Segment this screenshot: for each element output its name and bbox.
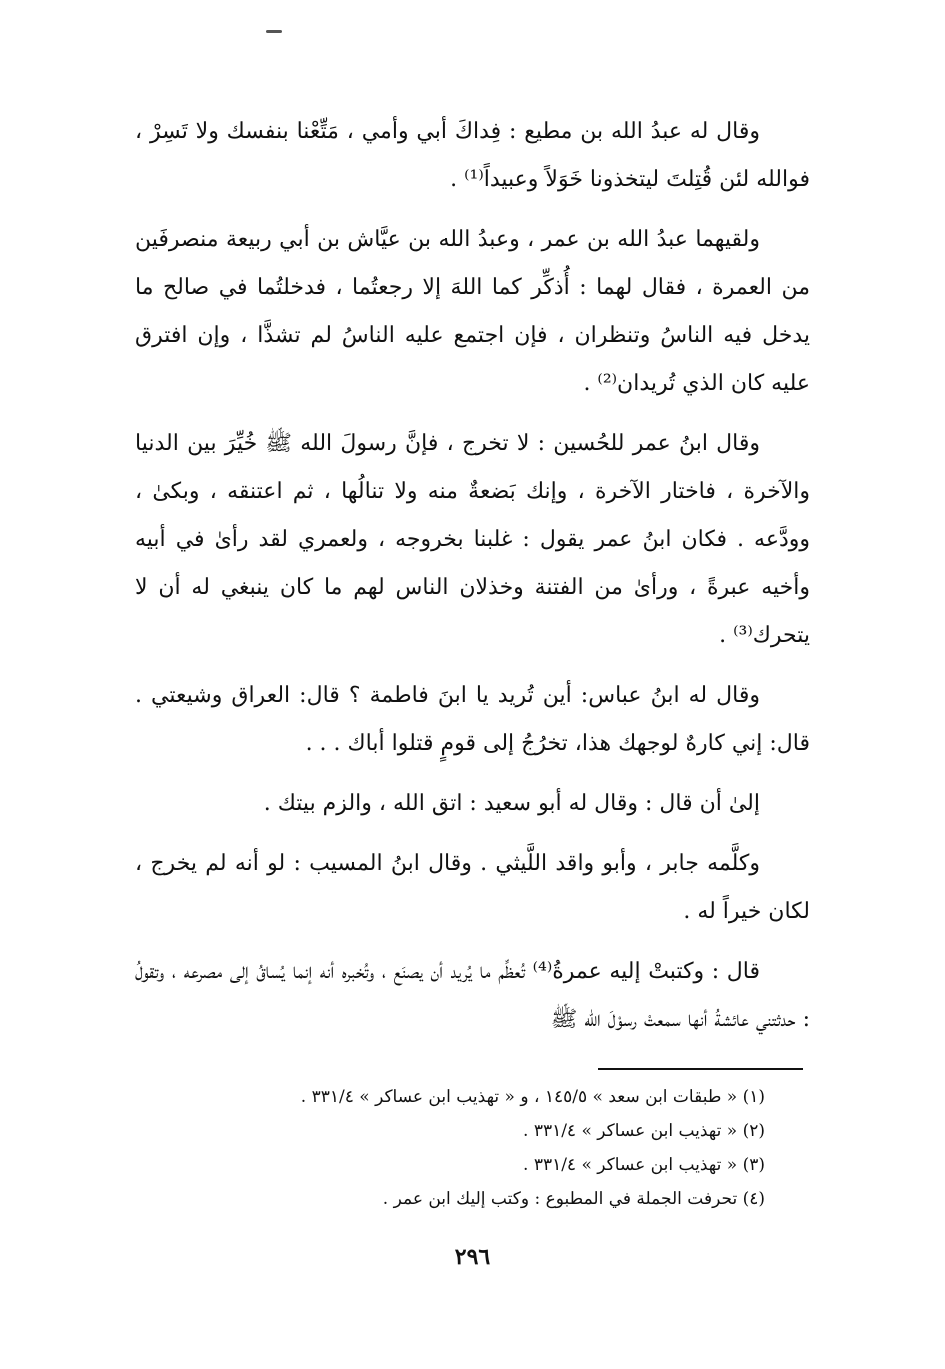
footnote-3: (٣) « تهذيب ابن عساكر » ٣٣١/٤ .: [523, 1155, 765, 1175]
scan-mark: [266, 30, 282, 33]
paragraph-7: قال : وكتبتْ إليه عمرةُ⁽⁴⁾ تُعظِّم ما يُريد أن يصنَع ، وتُخبره أنه إنما يُساقُ إلى مصرعه ، وتقولُ : حدثتني عائشةُ أنها سمعتْ رسوْلَ الله ﷺ: [135, 959, 810, 1032]
paragraph-4: وقال له ابنُ عباس: أين تُريد يا ابنَ فاطمة ؟ قال: العراق وشيعتي . قال: إني كارهٌ لوجهك هذا، تخرُجُ إلى قومٍ قتلوا أباك . . .: [135, 683, 810, 756]
footnote-4: (٤) تحرفت الجملة في المطبوع : وكتب إليك ابن عمر .: [382, 1189, 765, 1209]
paragraph-2: ولقيهما عبدُ الله بن عمر ، وعبدُ الله بن عيَّاش بن أبي ربيعة منصرفَين من العمرة ، فقال لهما : أُذكِّر كما اللهَ إلا رجعتُما ، فدخلتُما في صالح ما يدخل فيه الناسُ وتنظران ، فإن اجتمع عليه الناسُ لم تشذَّا ، وإن افترق عليه كان الذي تُريدان⁽²⁾ .: [135, 227, 810, 396]
main-text: [135, 108, 810, 1056]
footnote-1: (١) « طبقات ابن سعد » ١٤٥/٥ ، و « تهذيب ابن عساكر » ٣٣١/٤ .: [300, 1087, 765, 1107]
footnote-2: (٢) « تهذيب ابن عساكر » ٣٣١/٤ .: [523, 1121, 765, 1141]
paragraph-5: إلىٰ أن قال : وقال له أبو سعيد : اتق الله ، والزم بيتك .: [263, 791, 760, 816]
paragraph-6: وكلَّمه جابر ، وأبو واقد اللَّيثي . وقال ابنُ المسيب : لو أنه لم يخرج ، لكان خيراً له .: [135, 851, 810, 924]
paragraph-3: وقال ابنُ عمر للحُسين : لا تخرج ، فإنَّ رسولَ الله ﷺ خُيِّرَ بين الدنيا والآخرة ، فاختار الآخرة ، وإنك بَضعةٌ منه ولا تنالُها ، ثم اعتنقه ، وبكىٰ ، وودَّعه . فكان ابنُ عمر يقول : غلبنا بخروجه ، ولعمري لقد رأىٰ في أبيه وأخيه عبرةً ، ورأىٰ من الفتنة وخذلان الناس لهم ما كان ينبغي له أن لا يتحرك⁽³⁾ .: [135, 431, 810, 648]
page-number: ٢٩٦: [454, 1244, 491, 1270]
paragraph-1: وقال له عبدُ الله بن مطيع : فِداكَ أبي وأمي ، مَتِّعْنا بنفسك ولا تَسِرْ ، فوالله لئن قُتِلتَ ليتخذونا خَوَلاً وعبيداً⁽¹⁾ .: [135, 119, 810, 192]
footnotes: [185, 1080, 765, 1216]
footnote-divider: [598, 1068, 803, 1070]
